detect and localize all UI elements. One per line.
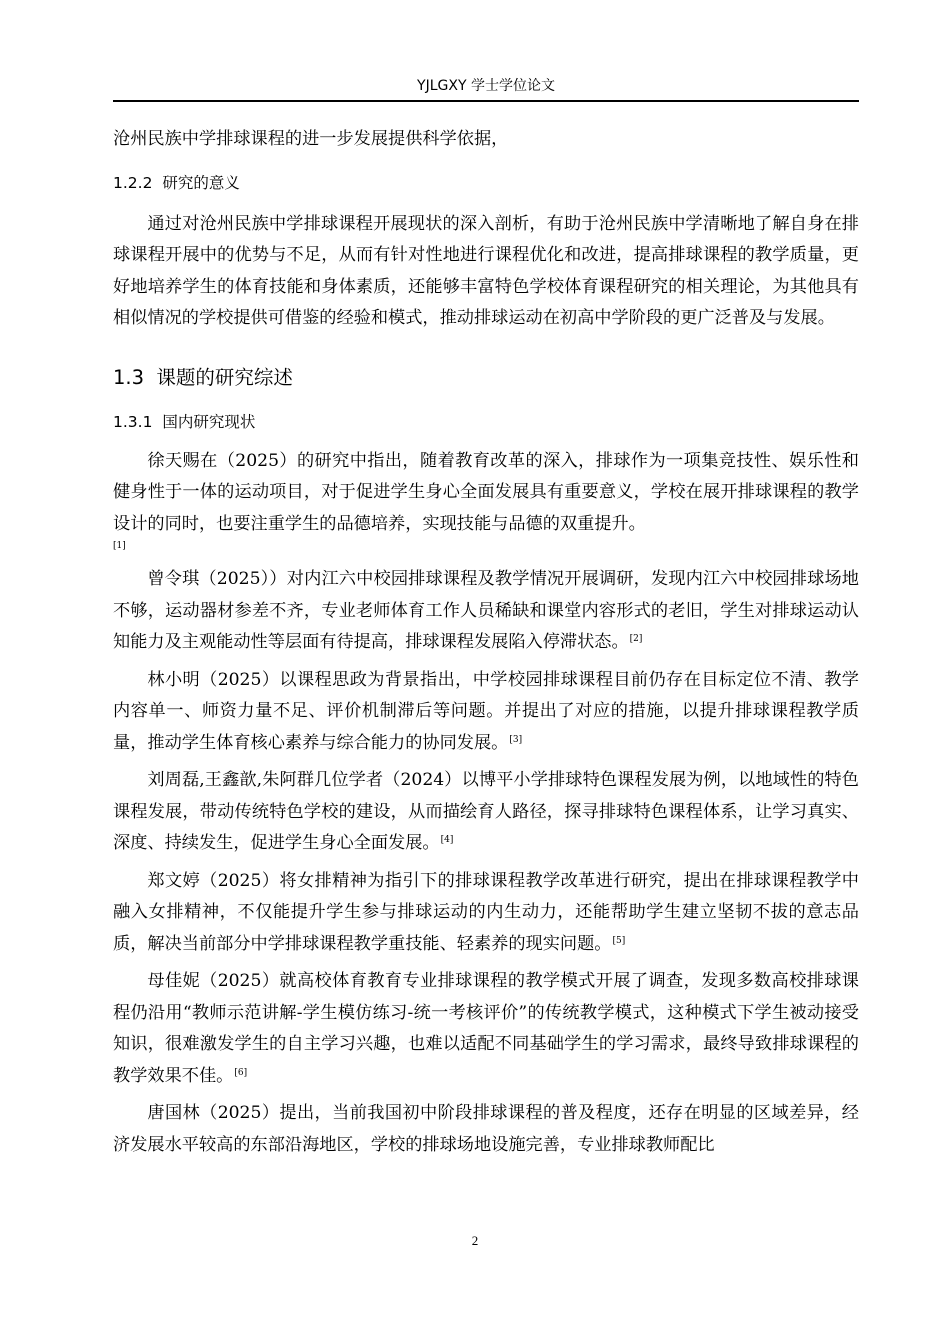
page-number: 2 <box>471 1233 479 1248</box>
heading-1-3 <box>113 363 859 393</box>
paragraph-text: 徐天赐在（2025）的研究中指出，随着教育改革的深入，排球作为一项集竞技性、娱乐性和健身性于一体的运动项目，对于促进学生身心全面发展具有重要意义，学校在展开排球课程的教学设计的同时，也要注重学生的品德培养，实现技能与品德的双重提升。 <box>113 450 859 534</box>
paragraph-review-1 <box>113 446 859 541</box>
header-rule <box>113 100 859 102</box>
paragraph-review-4 <box>113 765 859 860</box>
citation-marker: [4] <box>440 835 454 845</box>
paragraph-text: 母佳妮（2025）就高校体育教育专业排球课程的教学模式开展了调查，发现多数高校排球课程仍沿用“教师示范讲解-学生模仿练习-统一考核评价”的传统教学模式，这种模式下学生被动接受知识，很难激发学生的自主学习兴趣，也难以适配不同基础学生的学习需求，最终导致排球课程的教学效果不佳。 <box>113 971 859 1086</box>
citation-marker: [5] <box>612 935 626 946</box>
intro-line: 沧州民族中学排球课程的进一步发展提供科学依据， <box>113 129 509 149</box>
heading-1-2-2 <box>113 171 859 195</box>
paragraph-text: 郑文婷（2025）将女排精神为指引下的排球课程教学改革进行研究，提出在排球课程教学中融入女排精神，不仅能提升学生参与排球运动的内生动力，还能帮助学生建立坚韧不拔的意志品质，解决当前部分中学排球课程教学重技能、轻素养的现实问题。 <box>113 870 859 954</box>
citation-marker: [3] <box>509 734 523 745</box>
paragraph-review-5 <box>113 866 859 961</box>
paragraph-review-2 <box>113 564 859 659</box>
citation-marker: [6] <box>234 1067 248 1078</box>
heading-title: 国内研究现状 <box>162 412 256 431</box>
paragraph-text: 曾令琪（2025））对内江六中校园排球课程及教学情况开展调研，发现内江六中校园排球场地不够，运动器材参差不齐，专业老师体育工作人员稀缺和课堂内容形式的老旧，学生对排球运动认知能力及主观能动性等层面有待提高，排球课程发展陷入停滞状态。 <box>113 569 859 652</box>
citation-marker: [1] <box>113 541 126 551</box>
heading-1-3-1 <box>113 410 859 434</box>
heading-number: 1.2.2 <box>113 173 153 192</box>
paragraph-significance: 通过对沧州民族中学排球课程开展现状的深入剖析，有助于沧州民族中学清晰地了解自身在排球课程开展中的优势与不足，从而有针对性地进行课程优化和改进，提高排球课程的教学质量，更好地培养学生的体育技能和身体素质，还能够丰富特色学校体育课程研究的相关理论，为其他具有相似情况的学校提供可借鉴的经验和模式，推动排球运动在初高中学阶段的更广泛普及与发展。 <box>113 213 859 328</box>
heading-number: 1.3.1 <box>113 412 153 431</box>
paragraph-review-7 <box>113 1098 859 1161</box>
citation-marker: [2] <box>629 634 643 644</box>
heading-number: 1.3 <box>113 365 145 389</box>
paragraph-text: 唐国林（2025）提出，当前我国初中阶段排球课程的普及程度，还存在明显的区域差异，经济发展水平较高的东部沿海地区，学校的排球场地设施完善，专业排球教师配比 <box>113 1103 859 1155</box>
paragraph-review-3 <box>113 665 859 760</box>
paragraph-text: 刘周磊,王鑫歆,朱阿群几位学者（2024）以博平小学排球特色课程发展为例，以地域性的特色课程发展，带动传统特色学校的建设，从而描绘育人路径，探寻排球特色课程体系，让学习真实、深度、持续发生，促进学生身心全面发展。 <box>113 770 859 853</box>
page-body <box>113 124 859 1161</box>
running-header: YJLGXY 学士学位论文 <box>417 78 555 94</box>
heading-title: 课题的研究综述 <box>156 365 293 389</box>
heading-title: 研究的意义 <box>162 173 240 192</box>
paragraph-text: 林小明（2025）以课程思政为背景指出，中学校园排球课程目前仍存在目标定位不清、教学内容单一、师资力量不足、评价机制滞后等问题。并提出了对应的措施，以提升排球课程教学质量，推动学生体育核心素养与综合能力的协同发展。 <box>113 669 859 753</box>
paragraph-review-6 <box>113 966 859 1092</box>
